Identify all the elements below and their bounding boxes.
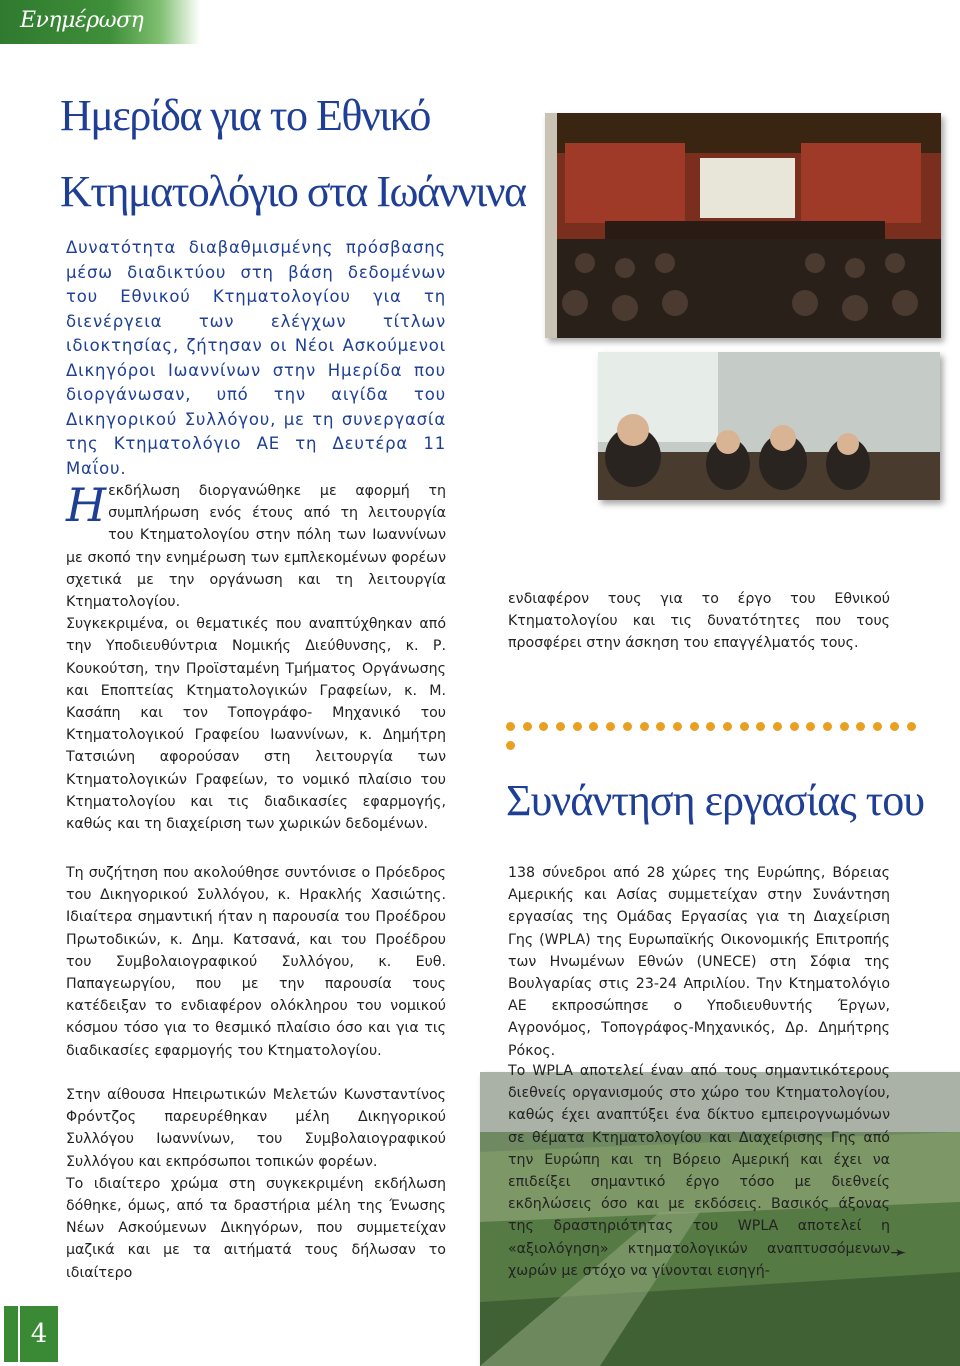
paragraph-continued: ενδιαφέρον τους για το έργο του Εθνικού Κτηματολογίου και τις δυνατότητες που τους προσφέρει στην άσκηση του επαγγέλματός τους. xyxy=(508,591,890,652)
article-column-2-top xyxy=(508,588,890,655)
divider-dot xyxy=(690,722,699,731)
divider-dot xyxy=(523,722,532,731)
panel-speakers-photo xyxy=(598,352,940,500)
divider-dot xyxy=(506,741,515,750)
divider-dot xyxy=(706,722,715,731)
divider-dot xyxy=(790,722,799,731)
second-article-column-bottom xyxy=(508,1060,890,1282)
divider-dot xyxy=(506,722,515,731)
second-article-column-top xyxy=(508,862,890,1062)
page-number: 4 xyxy=(20,1306,58,1362)
divider-dot xyxy=(556,722,565,731)
divider-dot xyxy=(573,722,582,731)
article-column-1-bottom xyxy=(66,1084,446,1284)
divider-dot xyxy=(723,722,732,731)
second-paragraph-2: Το WPLA αποτελεί έναν από τους σημαντικότερους διεθνείς οργανισμούς στο χώρο του Κτηματολογίου, καθώς έχει αναπτύξει ένα δίκτυο εμπειρογνωμόνων σε θέματα Κτηματολογίου και Διαχείρισης Γης από την Ευρώπη και τη Βόρειο Αμερική και έχει να επιδείξει σημαντικό έργο τόσο με διεθνείς εκδηλώσεις όσο και με εκδόσεις. Βασικός άξονας της δραστηριότητας του WPLA αποτελεί η «αξιολόγηση» κτηματολογικών αναπτυσσόμενων χωρών με στόχο να γίνονται εισηγή- xyxy=(508,1063,890,1279)
divider-dot xyxy=(673,722,682,731)
paragraph-3: Τη συζήτηση που ακολούθησε συντόνισε ο Πρόεδρος του Δικηγορικού Συλλόγου, κ. Ηρακλής Χασιώτης. Ιδιαίτερα σημαντική ήταν η παρουσία του Προέδρου Πρωτοδικών, κ. Δημ. Κατσανά, και του Προέδρου του Συμβολαιογραφικού Συλλόγου, κ. Ευθ. Παπαγεωργίου, που με την παρουσία τους κατέδειξαν το ενδιαφέρον ολόκληρου του νομικού κόσμου τόσο για το θεσμικό πλαίσιο όσο και για τις διαδικασίες εφαρμογής του Κτηματολογίου. xyxy=(66,865,446,1059)
divider-dot xyxy=(856,722,865,731)
divider-dot xyxy=(656,722,665,731)
drop-cap: Η xyxy=(66,478,107,532)
section-label: Ενημέρωση xyxy=(20,8,144,33)
page-title xyxy=(60,78,540,230)
section-tab xyxy=(0,0,200,44)
divider-dot xyxy=(539,722,548,731)
title-line-1: Ημερίδα για το Εθνικό xyxy=(60,91,430,140)
paragraph-5: Το ιδιαίτερο χρώμα στη συγκεκριμένη εκδήλωση δόθηκε, όμως, από τα δραστήρια μέλη της Ένωσης Νέων Ασκούμενων Δικηγόρων, που συμμετείχαν μαζικά και με τα αιτήματά τους δήλωσαν το ιδιαίτερο xyxy=(66,1175,446,1281)
title-line-2: Κτηματολόγιο στα Ιωάννινα xyxy=(60,167,526,216)
divider-dot xyxy=(873,722,882,731)
article-column-1-middle xyxy=(66,862,446,1062)
paragraph-1-text: εκδήλωση διοργανώθηκε με αφορμή τη συμπλήρωση ενός έτους από τη λειτουργία του Κτηματολογίου στην πόλη των Ιωαννίνων με σκοπό την ενημέρωση των εμπλεκομένων φορέων σχετικά με την οργάνωση και τη λειτουργία Κτηματολογίου. xyxy=(66,483,446,611)
lead-paragraph: Δυνατότητα διαβαθμισμένης πρόσβασης μέσω διαδικτύου στη βάση δεδομένων του Εθνικού Κτηματολογίου για τη διενέργεια των ελέγχων τίτλων ιδιοκτησίας, ζήτησαν οι Νέοι Ασκούμενοι Δικηγόροι Ιωαννίνων στην Ημερίδα που διοργάνωσαν, υπό την αιγίδα του Δικηγορικού Συλλόγου, με τη συνεργασία της Κτηματολόγιο ΑΕ τη Δευτέρα 11 Μαΐου. xyxy=(66,238,446,478)
divider-dot xyxy=(773,722,782,731)
second-article-title: Συνάντηση εργασίας του xyxy=(506,776,925,825)
paragraph-2: Συγκεκριμένα, οι θεματικές που αναπτύχθηκαν από την Υποδιευθύντρια Νομικής Διεύθυνσης, κ. Ρ. Κουκούτση, την Προϊσταμένη Τμήματος Οργάνωσης και Εποπτείας Κτηματολογικών Γραφείων, κ. Μ. Κασάπη και τον Τοπογράφο- Μηχανικό του Κτηματολογικού Γραφείου Ιωαννίνων, κ. Δημήτρη Τατσιώνη αφορούσαν στη λειτουργία των Κτηματολογικών Γραφείων, το νομικό πλαίσιο του Κτηματολογίου και τις διαδικασίες εφαρμογής, καθώς και τη διαχείριση των χωρικών δεδομένων. xyxy=(66,616,446,833)
divider-dot xyxy=(806,722,815,731)
page-marker-bar xyxy=(4,1306,18,1362)
conference-hall-photo xyxy=(545,113,941,338)
paragraph-4: Στην αίθουσα Ηπειρωτικών Μελετών Κωνσταντίνος Φρόντζος παρευρέθηκαν μέλη Δικηγορικού Συλλόγου Ιωαννίνων, του Συμβολαιογραφικού Συλλόγου και εκπρόσωποι τοπικών φορέων. xyxy=(66,1087,446,1170)
divider-dot xyxy=(823,722,832,731)
divider-dot xyxy=(606,722,615,731)
divider-dot xyxy=(740,722,749,731)
divider-dot xyxy=(589,722,598,731)
dotted-divider xyxy=(506,716,936,728)
panel-speakers-illustration xyxy=(598,352,940,500)
conference-hall-illustration xyxy=(545,113,941,338)
continue-arrow-icon: ➛ xyxy=(890,1240,907,1264)
divider-dot xyxy=(840,722,849,731)
second-paragraph-1: 138 σύνεδροι από 28 χώρες της Ευρώπης, Βόρειας Αμερικής και Ασίας συμμετείχαν στην Συνάντηση εργασίας της Ομάδας Εργασίας για τη Διαχείριση Γης (WPLA) της Ευρωπαϊκής Οικονομικής Επιτροπής των Ηνωμένων Εθνών (UNECE) στη Σόφια της Βουλγαρίας στις 23-24 Απριλίου. Την Κτηματολόγιο ΑΕ εκπροσώπησε ο Υποδιευθυντής Έργων, Αγρονόμος, Τοπογράφος-Μηχανικός, Δρ. Δημήτρης Ρόκος. xyxy=(508,865,890,1059)
divider-dot xyxy=(640,722,649,731)
divider-dot xyxy=(623,722,632,731)
divider-dot xyxy=(890,722,899,731)
divider-dot xyxy=(756,722,765,731)
paragraph-1 xyxy=(66,480,446,613)
article-column-1-top xyxy=(66,480,446,835)
divider-dot xyxy=(907,722,916,731)
